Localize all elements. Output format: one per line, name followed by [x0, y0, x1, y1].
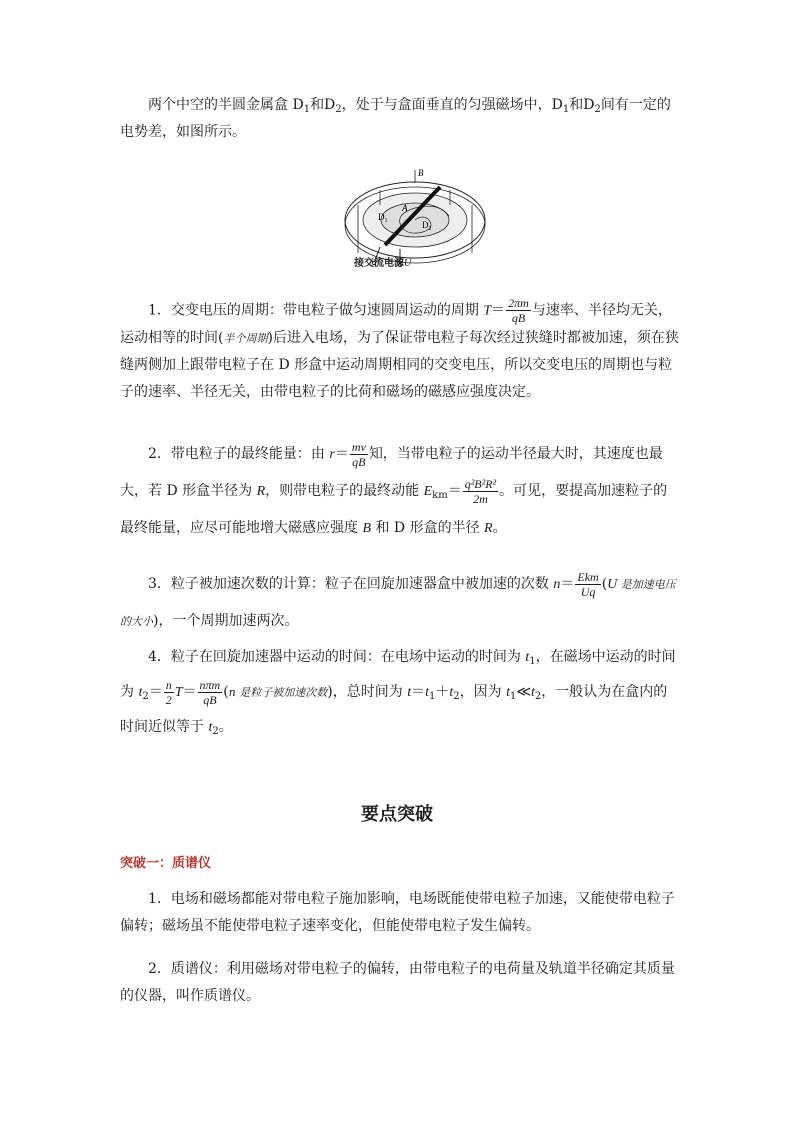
subscript: 2 [534, 691, 542, 702]
subscript: 2 [212, 726, 219, 737]
text: ＝ [447, 483, 462, 499]
text: ( [601, 576, 608, 592]
fraction [506, 296, 531, 325]
var-r: R [256, 484, 266, 499]
text: ≪ [516, 684, 531, 700]
subscript: km [432, 490, 448, 501]
subscript: 1 [509, 691, 517, 702]
note: 是加速电压的大小 [120, 578, 676, 628]
text: 和D [569, 97, 595, 113]
text: 3．粒子被加速次数的计算：粒子在回旋加速器盒中被加速的次数 [148, 576, 554, 592]
text: 和 D 形盒的半径 [371, 520, 485, 536]
denominator: 2m [473, 491, 488, 506]
numerator: q²B²R² [464, 476, 497, 491]
note: n 是粒子被加速次数 [228, 686, 328, 699]
text: ＝ [560, 576, 575, 592]
label-d1: $D_1$ [378, 212, 388, 224]
item-1-paragraph [120, 296, 680, 406]
caption-text: 接交流电源 [354, 258, 404, 269]
subscript: 1 [303, 104, 311, 115]
var-u: U [607, 577, 618, 592]
var-t: t [525, 650, 530, 665]
text: ＝ [411, 684, 426, 700]
text: 间有一定的电势差，如图所示。 [120, 97, 671, 140]
numerator: mv [351, 439, 366, 454]
caption-u: U [404, 258, 412, 269]
item-2-paragraph [120, 436, 680, 547]
text: ＝ [182, 684, 197, 700]
text: 4．粒子在回旋加速器中运动的时间：在电场中运动的时间为 [148, 649, 526, 665]
text: 1．交变电压的周期：带电粒子做匀速圆周运动的周期 [148, 302, 484, 319]
numerator: nπm [199, 677, 221, 692]
subscript: 2 [142, 691, 149, 702]
text: )后进入电场，为了保证带电粒子每次经过狭缝时都被加速，须在狭缝两侧加上跟带电粒子在 D 形盒中运动周期相同的交变电压，所以交变电压的周期也与粒子的速率、半径无关，由带电粒子的比荷和磁场的磁感应强度决定。 [120, 330, 679, 400]
section-title: 要点突破 [361, 804, 433, 825]
text: ＝ [491, 302, 506, 319]
var-e: E [423, 484, 433, 499]
text: )，一个周期加速两次。 [153, 613, 299, 629]
var-t: T [483, 303, 492, 319]
sub-heading: 突破一：质谱仪 [120, 856, 212, 871]
subscript: 1 [562, 104, 570, 115]
item-4-paragraph [120, 640, 680, 745]
subscript: 2 [335, 104, 342, 115]
denominator: qB [352, 454, 366, 469]
item-3-paragraph [120, 566, 680, 640]
denominator: qB [203, 692, 217, 707]
fraction [198, 678, 223, 707]
note: 半个周期 [223, 332, 268, 345]
text: 与速率、半径均无关，运动相等的时间( [120, 302, 672, 346]
var-t: t [208, 720, 213, 735]
denominator: qB [511, 311, 526, 325]
text: 知，当带电粒子的运动半径最大时，其速度也最大，若 D 形盒半径为 [120, 446, 663, 499]
var-t: t [506, 685, 510, 700]
var-t: T [174, 685, 183, 700]
var-r: r [329, 447, 335, 462]
fraction [575, 570, 600, 599]
denominator: Uq [580, 584, 596, 599]
text: ( [223, 684, 229, 700]
text: )，总时间为 [327, 684, 408, 700]
text: 。 [492, 520, 507, 536]
numerator: n [165, 677, 172, 692]
break-paragraph-2: 2．质谱仪：利用磁场对带电粒子的偏转，由带电粒子的电荷量及轨道半径确定其质量的仪器，叫作质谱仪。 [120, 961, 675, 1004]
subscript: 2 [453, 691, 460, 702]
var-t: t [425, 685, 429, 700]
label-d2: $D_2$ [422, 220, 432, 232]
text: 两个中空的半圆金属盒 D [148, 97, 304, 113]
numerator: Ekm [577, 569, 599, 584]
break-paragraph-1: 1．电场和磁场都能对带电粒子施加影响，电场既能使带电粒子加速，又能使带电粒子偏转；磁场虽不能使带电粒子速率变化，但能使带电粒子发生偏转。 [120, 891, 675, 934]
label-a: A [402, 203, 408, 213]
fraction [164, 678, 174, 707]
var-b: B [362, 521, 372, 536]
text: 。可见，要提高加速粒子的最终能量，应尽可能地增大磁感应强度 [120, 483, 668, 536]
text: ＝ [334, 446, 349, 462]
var-t: t [530, 685, 535, 700]
intro-paragraph [120, 92, 680, 146]
fraction [350, 440, 368, 469]
subscript: 1 [529, 656, 536, 667]
text: ＝ [148, 684, 163, 700]
figure-caption [354, 254, 411, 269]
subscript: 1 [428, 691, 436, 702]
var-r: R [484, 521, 493, 536]
subscript: 2 [594, 104, 601, 115]
text: 2．带电粒子的最终能量：由 [148, 446, 330, 462]
numerator: 2πm [508, 296, 529, 310]
text: ，处于与盒面垂直的匀强磁场中，D [341, 97, 563, 113]
var-t: t [138, 685, 143, 700]
text: 。 [218, 719, 233, 735]
fraction [463, 477, 498, 506]
denominator: 2 [165, 692, 172, 707]
text: ，在磁场中运动的时间为 [120, 649, 676, 700]
text: ，一般认为在盒内的时间近似等于 [120, 684, 668, 735]
label-b: B [418, 168, 424, 178]
var-n: n [553, 577, 561, 592]
text: 和D [310, 97, 336, 113]
var-t: t [407, 685, 412, 700]
text: ＋ [435, 684, 450, 700]
text: ，则带电粒子的最终动能 [265, 483, 424, 499]
var-t: t [449, 685, 454, 700]
text: ，因为 [459, 684, 507, 700]
